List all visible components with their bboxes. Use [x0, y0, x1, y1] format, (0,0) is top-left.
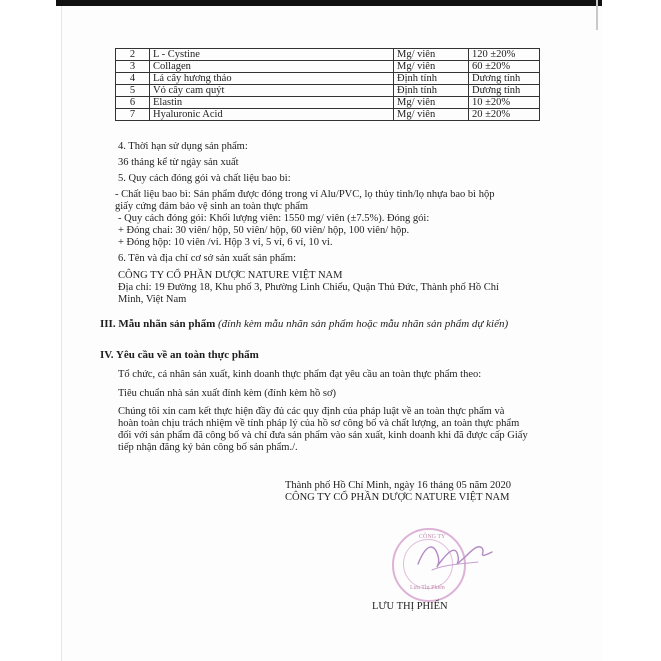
manufacturer-address: Địa chỉ: 19 Đường 18, Khu phố 3, Phường Linh Chiểu, Quận Thủ Đức, Thành phố Hồ Chí [118, 282, 499, 293]
signing-company: CÔNG TY CỔ PHẦN DƯỢC NATURE VIỆT NAM [285, 492, 510, 503]
table-cell-value: 20 ±20% [469, 109, 540, 121]
section-iii-heading [100, 318, 508, 330]
table-cell-value: Dương tính [469, 85, 540, 97]
table-row [116, 85, 540, 97]
table-cell-value: Dương tính [469, 73, 540, 85]
shelf-life-text: 36 tháng kể từ ngày sản xuất [118, 157, 239, 168]
section-4-title: 4. Thời hạn sử dụng sản phẩm: [118, 141, 248, 152]
section-5-title: 5. Quy cách đóng gói và chất liệu bao bì: [118, 173, 291, 184]
table-cell-no: 2 [116, 49, 150, 61]
table-cell-value: 10 ±20% [469, 97, 540, 109]
commitment-line-4: tiếp nhận đăng ký bản công bố sản phẩm./. [118, 442, 298, 453]
bottle-packing-line: + Đóng chai: 30 viên/ hộp, 50 viên/ hộp, 60 viên/ hộp, 100 viên/ hộp. [118, 225, 410, 236]
table-cell-unit: Định tính [394, 85, 469, 97]
commitment-line-2: hoàn toàn chịu trách nhiệm về tính pháp lý của hồ sơ công bố và chất lượng, an toàn thực phẩm [118, 418, 520, 429]
stamp-text-top: CÔNG TY [419, 534, 446, 540]
page-edge-line [596, 0, 598, 30]
table-cell-name: Hyaluronic Acid [150, 109, 394, 121]
table-cell-name: Collagen [150, 61, 394, 73]
packaging-material-line: - Chất liệu bao bì: Sản phẩm được đóng trong vỉ Alu/PVC, lọ thủy tinh/lọ nhựa bao bì hộp [115, 189, 495, 200]
table-cell-no: 5 [116, 85, 150, 97]
packaging-spec-line: - Quy cách đóng gói: Khối lượng viên: 1550 mg/ viên (±7.5%). Đóng gói: [118, 213, 430, 224]
box-packing-line: + Đóng hộp: 10 viên /vỉ. Hộp 3 vỉ, 5 vỉ, 6 vỉ, 10 vỉ. [118, 237, 333, 248]
table-row [116, 61, 540, 73]
table-row [116, 73, 540, 85]
table-cell-unit: Mg/ viên [394, 49, 469, 61]
table-cell-name: Lá cây hương thảo [150, 73, 394, 85]
table-cell-unit: Mg/ viên [394, 61, 469, 73]
table-cell-name: L - Cystine [150, 49, 394, 61]
table-cell-value: 60 ±20% [469, 61, 540, 73]
packaging-material-line-2: giấy cứng đảm bảo vệ sinh an toàn thực phẩm [115, 201, 309, 212]
section-iii-title: III. Mẫu nhãn sản phẩm [100, 318, 216, 330]
section-iv-p2: Tiêu chuẩn nhà sản xuất đính kèm (đính kèm hồ sơ) [118, 388, 337, 399]
commitment-line-3: đối với sản phẩm đã công bố và chỉ đưa sản phẩm vào sản xuất, kinh doanh khi đã được cấp Giấy [118, 430, 528, 441]
table-row [116, 97, 540, 109]
table-cell-no: 6 [116, 97, 150, 109]
table-cell-unit: Mg/ viên [394, 97, 469, 109]
commitment-line-1: Chúng tôi xin cam kết thực hiện đầy đủ các quy định của pháp luật về an toàn thực phẩm và [118, 406, 505, 417]
stamp-text-bottom: Lưu Thị Phiến [410, 585, 445, 591]
section-6-title: 6. Tên và địa chỉ cơ sở sản xuất sản phẩm: [118, 253, 296, 264]
table-row [116, 109, 540, 121]
manufacturer-address-2: Minh, Việt Nam [118, 294, 187, 305]
table-cell-no: 3 [116, 61, 150, 73]
manufacturer-name: CÔNG TY CỔ PHẦN DƯỢC NATURE VIỆT NAM [118, 270, 343, 281]
signer-name: LƯU THỊ PHIẾN [372, 601, 448, 612]
table-cell-unit: Định tính [394, 73, 469, 85]
section-iv-title: IV. Yêu cầu về an toàn thực phẩm [100, 349, 259, 361]
table-cell-no: 7 [116, 109, 150, 121]
table-cell-unit: Mg/ viên [394, 109, 469, 121]
table-cell-value: 120 ±20% [469, 49, 540, 61]
place-date: Thành phố Hồ Chí Minh, ngày 16 tháng 05 năm 2020 [285, 480, 512, 491]
table-cell-no: 4 [116, 73, 150, 85]
section-iv-p1: Tổ chức, cá nhân sản xuất, kinh doanh thực phẩm đạt yêu cầu an toàn thực phẩm theo: [118, 369, 482, 380]
table-cell-name: Elastin [150, 97, 394, 109]
section-iii-note: (đính kèm mẫu nhãn sản phẩm hoặc mẫu nhãn sản phẩm dự kiến) [218, 318, 509, 330]
table-cell-name: Vỏ cây cam quýt [150, 85, 394, 97]
table-row [116, 49, 540, 61]
signature-scribble [412, 534, 496, 582]
ingredients-table [115, 48, 540, 121]
